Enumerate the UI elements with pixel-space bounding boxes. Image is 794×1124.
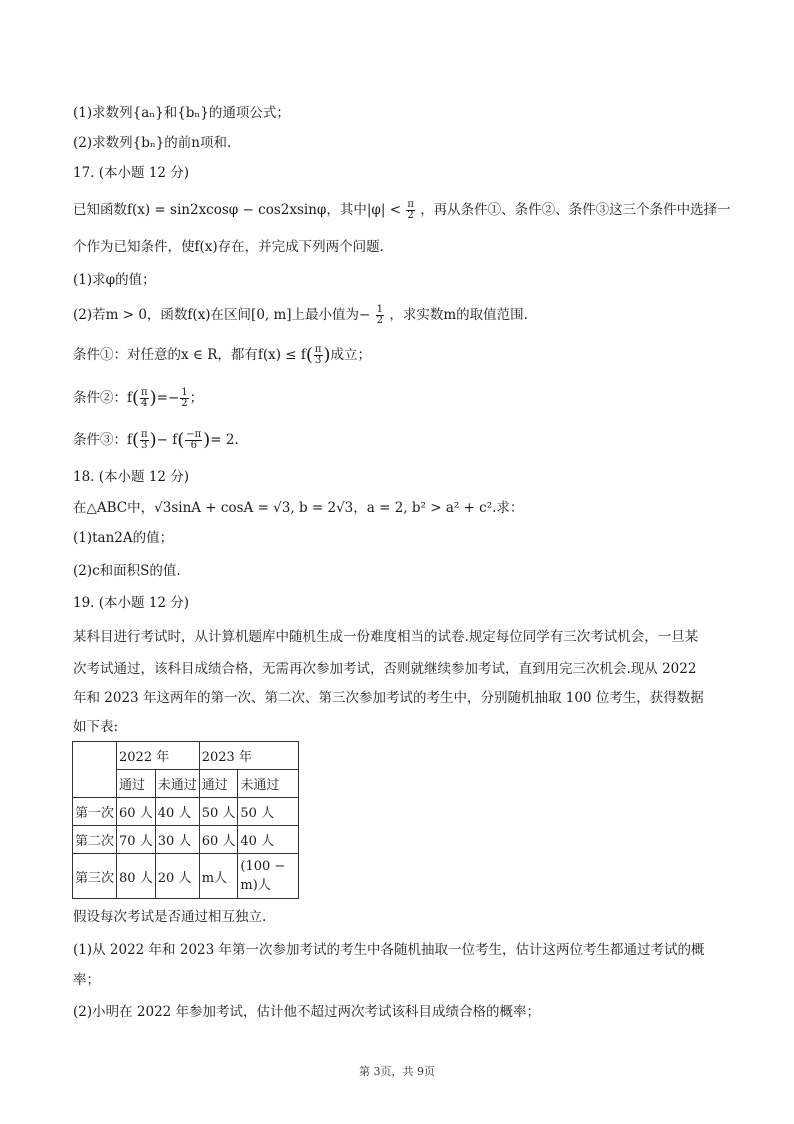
table-cell: 20 人 [155, 854, 199, 899]
table-cell: 40 人 [238, 826, 299, 854]
page-footer: 第 3页，共 9页 [359, 1065, 435, 1078]
q18-part1: (1)tan2A的值； [73, 530, 174, 546]
q17-part1: (1)求φ的值； [73, 272, 156, 288]
table-cell: 60 人 [199, 826, 238, 854]
q17-stem-fraction: $\frac{\pi}{2}$ [407, 199, 414, 221]
q19-para-line1: 某科目进行考试时，从计算机题库中随机生成一份难度相当的试卷.规定每位同学有三次考试机会，一旦某 [73, 629, 699, 645]
q18-part2: (2)c和面积S的值. [73, 563, 181, 579]
table-subheader-fail-2023: 未通过 [238, 770, 299, 798]
table-cell: 50 人 [238, 798, 299, 826]
table-cell: 50 人 [199, 798, 238, 826]
table-cell: m人 [199, 854, 238, 899]
q19-assumption: 假设每次考试是否通过相互独立. [73, 909, 267, 925]
q17-part2-fraction: $\frac{1}{2}$ [376, 304, 384, 326]
q16-part1: (1)求数列{aₙ}和{bₙ}的通项公式； [73, 105, 290, 121]
condition-3: 条件③：f( $\frac{\pi}{3}$ )− f( $\frac{-\pi}{6}$ )= 2. [73, 429, 239, 451]
exam-data-table [72, 741, 299, 899]
table-header-2022: 2022 年 [117, 742, 200, 770]
q19-para-line4: 如下表: [73, 719, 119, 735]
q16-part2: (2)求数列{bₙ}的前n项和. [73, 135, 232, 151]
table-row [73, 798, 299, 826]
q17-stem-line2: 个作为已知条件，使f(x)存在，并完成下列两个问题. [73, 239, 384, 255]
table-row [73, 854, 299, 899]
table-row-label: 第一次 [73, 798, 117, 826]
cond2-fraction: $\frac{\pi}{4}$ [141, 387, 148, 409]
table-row [73, 826, 299, 854]
table-header-2023: 2023 年 [199, 742, 299, 770]
q17-part2 [73, 305, 528, 326]
q19-part1-line2: 率； [73, 972, 100, 988]
q17-stem-b: ，再从条件①、条件②、条件③这三个条件中选择一 [420, 202, 731, 218]
q18-header: 18. (本小题 12 分) [73, 469, 190, 485]
table-subheader-pass-2023: 通过 [199, 770, 238, 798]
table-cell: 30 人 [155, 826, 199, 854]
condition-2: 条件②：f( $\frac{\pi}{4}$ )=− $\frac{1}{2}$ ； [73, 387, 204, 409]
q19-header: 19. (本小题 12 分) [73, 595, 190, 611]
table-corner-cell [73, 742, 117, 798]
condition-1: 条件①：对任意的x ∈ R，都有f(x) ≤ f( $\frac{\pi}{3}$ )成立； [73, 344, 372, 366]
table-subheader-pass-2022: 通过 [117, 770, 156, 798]
table-cell: (100 − m)人 [238, 854, 299, 899]
q19-para-line2: 次考试通过，该科目成绩合格，无需再次参加考试，否则就继续参加考试，直到用完三次机会.现从 2022 [73, 661, 697, 677]
cond3-fraction: $\frac{\pi}{3}$ [141, 429, 148, 451]
q18-stem: 在△ABC中，√3sinA + cosA = √3, b = 2√3，a = 2, b² > a² + c².求： [73, 500, 524, 516]
table-subheader-fail-2022: 未通过 [155, 770, 199, 798]
table-cell: 80 人 [117, 854, 156, 899]
q17-part2-a: (2)若m > 0，函数f(x)在区间[0, m]上最小值为− [73, 307, 371, 323]
q17-header: 17. (本小题 12 分) [73, 165, 190, 181]
table-cell: 40 人 [155, 798, 199, 826]
table-cell: 60 人 [117, 798, 156, 826]
q19-para-line3: 年和 2023 年这两年的第一次、第二次、第三次参加考试的考生中，分别随机抽取 100 位考生，获得数据 [73, 690, 704, 706]
table-cell: 70 人 [117, 826, 156, 854]
q17-stem-a: 已知函数f(x) = sin2xcosφ − cos2xsinφ，其中|φ| < [73, 202, 402, 218]
table-row-label: 第三次 [73, 854, 117, 899]
cond3-fraction-2: $\frac{-\pi}{6}$ [186, 429, 202, 451]
q17-stem-line1 [73, 200, 731, 221]
q19-part1-line1: (1)从 2022 年和 2023 年第一次参加考试的考生中各随机抽取一位考生，估计这两位考生都通过考试的概 [73, 942, 705, 958]
q17-part2-b: ，求实数m的取值范围. [389, 307, 528, 323]
table-row-label: 第二次 [73, 826, 117, 854]
cond1-fraction: $\frac{\pi}{3}$ [314, 344, 322, 366]
q19-part2: (2)小明在 2022 年参加考试，估计他不超过两次考试该科目成绩合格的概率； [73, 1004, 541, 1020]
cond2-fraction-2: $\frac{1}{2}$ [181, 387, 188, 409]
